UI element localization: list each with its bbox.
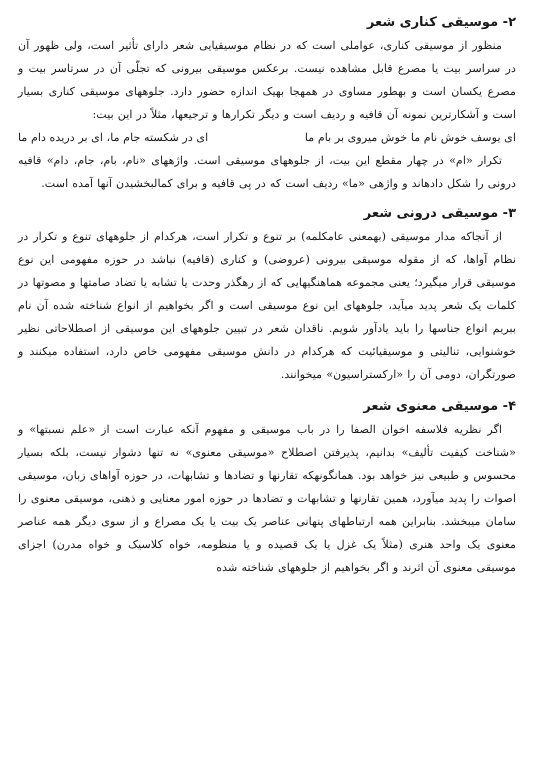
section-heading: ۳- موسیقی درونی شعر — [363, 206, 516, 221]
section-paragraph-after-verse: تکرار «ام» در چهار مقطع این بیت، از جلوههای موسیقی است. واژههای «نام، بام، جام، دام» قافیه درونی را شکل دادهاند و واژهی «ما» ردیف است که در پی قافیه و برای کمالبخشیدن آنها آمده است. — [18, 154, 516, 190]
section-spacer — [18, 195, 516, 203]
section-peripheral-music — [18, 12, 516, 195]
section-spacer — [18, 386, 516, 396]
section-paragraph: از آنجاکه مدار موسیقی (بهمعنی عامکلمه) بر تنوع و تکرار است، هرکدام از جلوههای تنوع و تکرار در نظام آواها، که از مقوله موسیقی بیرونی (عروضی) و کناری (قافیه) نباشد در حوزه مفهومی این نوع موسیقی قرار میگیرد؛ یعنی مجموعه هماهنگیهایی که از رهگذر وحدت یا تشابه یا تضاد صامتها و مصوتها در کلمات یک شعر پدید میآید، جلوههای این نوع موسیقی است و اگر بخواهیم از انواع شناخته شده آن نام ببریم انواع جناسها را باید یادآور شویم. ناقدان شعر در تبیین جلوههای این موسیقی از اصطلاحاتی نظیر خوشنوایی، تناليتی و موسیقیائیت که هرکدام در دانش موسیقی مفهومی خاص دارد، استفاده میکنند و صورتگران، دومی آن را «ارکستراسیون» میخوانند. — [18, 230, 516, 381]
section-heading: ۴- موسیقی معنوی شعر — [363, 399, 516, 414]
verse-line — [18, 126, 516, 149]
section-paragraph: اگر نظریه فلاسفه اخوان الصفا را در باب موسیقی و مفهوم آنکه عبارت است از «علم نسبتها» و «شناخت کیفیت تألیف» بدانیم، پذیرفتن اصطلاح «موسیقی معنوی» نه تنها دشوار نیست، بلکه بسیار محسوس و طبیعی نیز خواهد بود. همانگونهکه تقارنها و تضادها و تشابهات، در حوزه آواهای زبان، موسیقی اصوات را پدید میآورد، همین تقارنها و تشابهات و تضادها در حوزه امور معنایی و ذهنی، موسیقی معنوی را سامان میبخشد. بنابراین همه ارتباطهای پنهانی عناصر یک بیت یا یک مصراع و از سوی دیگر همه عناصر معنوی یک واحد هنری (مثلاً یک غزل یا یک قصیده و یا منظومه، خواه کلاسیک و خواه مدرن) اجزای موسیقی معنوی آن اثرند و اگر بخواهیم از جلوههای شناخته شده — [18, 423, 516, 574]
section-paragraph: منظور از موسیقی کناری، عواملی است که در نظام موسیقیایی شعر دارای تأثیر است، ولی ظهور آن در سراسر بیت یا مصرع قابل مشاهده نیست. برعکس موسیقی بیرونی که تجلّی آن در سرتاسر بیت و مصرع یکسان است و بهطور مساوی در همهجا بهیک اندازه حضور دارد. جلوههای موسیقی کناری بسیار است و آشکارترین نمونه آن قافیه و ردیف است و دیگر تکرارها و ترجیعها، مثلاً در این بیت: — [18, 39, 516, 121]
verse-hemistich-right: ای یوسف خوش نام ما خوش میروی بر بام ما — [304, 131, 516, 144]
verse-hemistich-left: ای در شکسته جام ما، ای بر دریده دام ما — [18, 131, 209, 144]
section-heading: ۲- موسیقی کناری شعر — [366, 15, 516, 30]
section-spiritual-music — [18, 396, 516, 579]
section-inner-music — [18, 203, 516, 386]
